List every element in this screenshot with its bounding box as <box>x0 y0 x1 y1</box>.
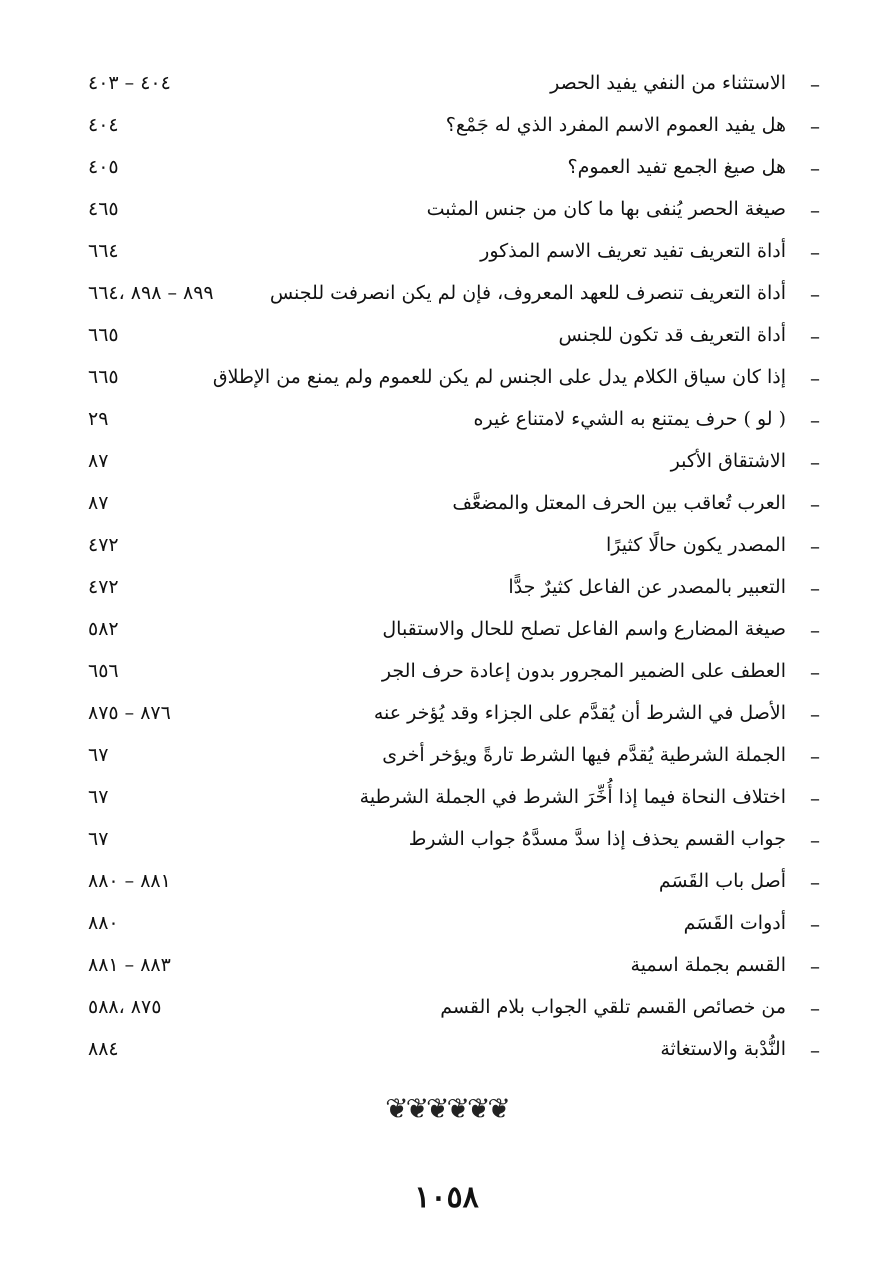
bullet-dash: – <box>810 828 820 852</box>
index-entry <box>80 316 820 358</box>
bullet-dash: – <box>810 366 820 390</box>
bullet-dash: – <box>810 534 820 558</box>
entry-pages: ٨٧ <box>88 450 109 472</box>
ornament-divider-icon: ❦❦❦❦❦❦ <box>385 1092 508 1125</box>
entry-pages: ٦٧ <box>88 828 109 850</box>
index-entry <box>80 442 820 484</box>
index-entry <box>80 736 820 778</box>
bullet-dash: – <box>810 618 820 642</box>
index-entry <box>80 652 820 694</box>
index-entry <box>80 904 820 946</box>
index-entry <box>80 106 820 148</box>
entry-topic: النُّدْبة والاستغاثة <box>660 1038 786 1060</box>
bullet-dash: – <box>810 702 820 726</box>
index-entry <box>80 274 820 316</box>
page-number: ١٠٥٨ <box>414 1180 479 1215</box>
entry-pages: ٦٦٥ <box>88 366 119 388</box>
entry-pages: ٥٨٢ <box>88 618 119 640</box>
index-entry <box>80 232 820 274</box>
entry-topic: اختلاف النحاة فيما إذا أُخِّرَ الشرط في الجملة الشرطية <box>359 786 786 808</box>
index-entry <box>80 778 820 820</box>
entry-topic: أداة التعريف قد تكون للجنس <box>558 324 786 346</box>
bullet-dash: – <box>810 996 820 1020</box>
entry-topic: من خصائص القسم تلقي الجواب بلام القسم <box>440 996 786 1018</box>
bullet-dash: – <box>810 408 820 432</box>
index-entry <box>80 820 820 862</box>
bullet-dash: – <box>810 240 820 264</box>
entry-pages: ٨٧ <box>88 492 109 514</box>
bullet-dash: – <box>810 282 820 306</box>
entry-topic: الجملة الشرطية يُقدَّم فيها الشرط تارةً ويؤخر أخرى <box>382 744 786 766</box>
entry-topic: أداة التعريف تنصرف للعهد المعروف، فإن لم يكن انصرفت للجنس <box>269 282 786 304</box>
bullet-dash: – <box>810 324 820 348</box>
bullet-dash: – <box>810 156 820 180</box>
entry-pages: ٨٨٤ <box>88 1038 119 1060</box>
bullet-dash: – <box>810 492 820 516</box>
entry-topic: القسم بجملة اسمية <box>630 954 786 976</box>
bullet-dash: – <box>810 198 820 222</box>
index-entry <box>80 862 820 904</box>
index-entry <box>80 400 820 442</box>
entry-pages: ٤٠٤ – ٤٠٣ <box>88 72 171 94</box>
entry-topic: صيغة الحصر يُنفى بها ما كان من جنس المثبت <box>426 198 786 220</box>
bullet-dash: – <box>810 660 820 684</box>
index-entry <box>80 694 820 736</box>
index-entry <box>80 484 820 526</box>
bullet-dash: – <box>810 576 820 600</box>
entry-pages: ٨٨١ – ٨٨٠ <box>88 870 171 892</box>
entry-topic: الأصل في الشرط أن يُقدَّم على الجزاء وقد يُؤخر عنه <box>373 702 786 724</box>
entry-pages: ٦٧ <box>88 786 109 808</box>
entry-pages: ٢٩ <box>88 408 109 430</box>
index-entry <box>80 610 820 652</box>
entry-topic: هل صيغ الجمع تفيد العموم؟ <box>567 156 786 178</box>
entry-topic: أداة التعريف تفيد تعريف الاسم المذكور <box>480 240 786 262</box>
index-entry <box>80 148 820 190</box>
entry-topic: العرب تُعاقب بين الحرف المعتل والمضعَّف <box>452 492 786 514</box>
entry-topic: أدوات القَسَم <box>683 912 786 934</box>
entry-topic: المصدر يكون حالًا كثيرًا <box>606 534 786 556</box>
bullet-dash: – <box>810 912 820 936</box>
index-entry <box>80 64 820 106</box>
bullet-dash: – <box>810 744 820 768</box>
entry-pages: ٦٦٥ <box>88 324 119 346</box>
entry-pages: ٨٧٥ ،٥٨٨ <box>88 996 162 1018</box>
index-entry <box>80 946 820 988</box>
index-entry <box>80 568 820 610</box>
entry-pages: ٦٥٦ <box>88 660 119 682</box>
entry-topic: إذا كان سياق الكلام يدل على الجنس لم يكن للعموم ولم يمنع من الإطلاق <box>212 366 786 388</box>
bullet-dash: – <box>810 870 820 894</box>
entry-pages: ٤٠٥ <box>88 156 119 178</box>
entry-topic: ( لو ) حرف يمتنع به الشيء لامتناع غيره <box>473 408 786 430</box>
entry-pages: ٦٦٤ <box>88 240 119 262</box>
entry-pages: ٨٩٩ – ٨٩٨ ،٦٦٤ <box>88 282 214 304</box>
entry-pages: ٤٠٤ <box>88 114 119 136</box>
bullet-dash: – <box>810 72 820 96</box>
entry-pages: ٨٧٦ – ٨٧٥ <box>88 702 171 724</box>
entry-topic: التعبير بالمصدر عن الفاعل كثيرٌ جدًّا <box>508 576 786 598</box>
entry-topic: هل يفيد العموم الاسم المفرد الذي له جَمْع؟ <box>445 114 786 136</box>
entry-topic: الاشتقاق الأكبر <box>670 450 786 472</box>
entry-pages: ٤٦٥ <box>88 198 119 220</box>
bullet-dash: – <box>810 1038 820 1062</box>
index-entry <box>80 358 820 400</box>
bullet-dash: – <box>810 954 820 978</box>
entry-pages: ٨٨٠ <box>88 912 119 934</box>
entry-topic: العطف على الضمير المجرور بدون إعادة حرف الجر <box>381 660 786 682</box>
bullet-dash: – <box>810 450 820 474</box>
entry-pages: ٨٨٣ – ٨٨١ <box>88 954 171 976</box>
index-entry <box>80 526 820 568</box>
entry-topic: أصل باب القَسَم <box>658 870 786 892</box>
entry-topic: جواب القسم يحذف إذا سدَّ مسدَّهُ جواب الشرط <box>408 828 786 850</box>
bullet-dash: – <box>810 114 820 138</box>
index-entry <box>80 190 820 232</box>
index-entry <box>80 988 820 1030</box>
entry-topic: صيغة المضارع واسم الفاعل تصلح للحال والاستقبال <box>382 618 786 640</box>
index-entry <box>80 1030 820 1072</box>
bullet-dash: – <box>810 786 820 810</box>
entry-pages: ٤٧٢ <box>88 576 119 598</box>
entry-pages: ٤٧٢ <box>88 534 119 556</box>
entry-topic: الاستثناء من النفي يفيد الحصر <box>550 72 786 94</box>
index-list <box>80 64 820 1072</box>
entry-pages: ٦٧ <box>88 744 109 766</box>
